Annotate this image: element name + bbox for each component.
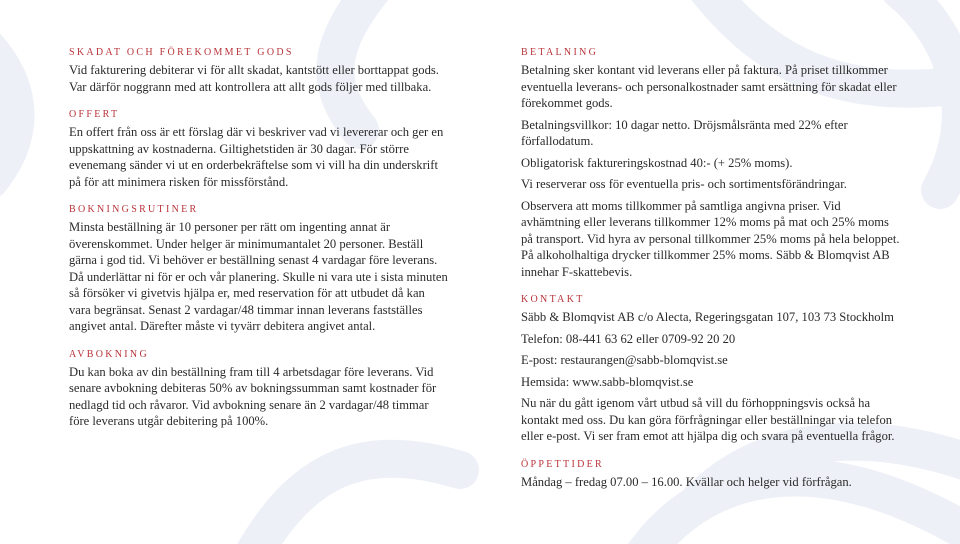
section-heading: AVBOKNING — [69, 348, 149, 360]
section-text: Du kan boka av din beställning fram till 4 arbetsdagar före leverans. Vid senare avbokning debiteras 50% av bokningssumman samt kostnader för nedlagd tid och råvaror. Vid avbokning senare än 2 vardagar/48 timmar före leverans utgår debitering på 100%. — [69, 364, 437, 428]
section-text: En offert från oss är ett förslag där vi beskriver vad vi levererar och ger en uppskattning av kostnaderna. Giltighetstiden är 30 dagar. För större evenemang sänder vi ut en orderbekräftelse som vi vill ha din underskrift på för att minimera risken för missförstånd. — [69, 125, 444, 189]
betalning-text-5: Observera att moms tillkommer på samtliga angivna priser. Vid avhämtning eller leverans tillkommer 12% moms på mat och 25% moms på transport. Vid hyra av personal tillkommer 25% moms på hela beloppet. På alkoholhaltiga drycker tillkommer 25% moms. Säbb & Blomqvist AB innehar F-skattebevis. — [521, 198, 900, 279]
left-column — [69, 46, 449, 443]
section-heading: BETALNING — [521, 47, 599, 58]
betalning-text-2: Betalningsvillkor: 10 dagar netto. Dröjsmålsränta med 22% efter förfallodatum. — [521, 117, 848, 148]
kontakt-email[interactable]: E-post: restaurangen@sabb-blomqvist.se — [521, 353, 728, 367]
section-betalning — [521, 46, 903, 280]
betalning-text-4: Vi reserverar oss för eventuella pris- och sortimentsförändringar. — [521, 177, 847, 191]
section-text: Vid fakturering debiterar vi för allt skadat, kantstött eller borttappat gods. Var därför noggrann med att kontrollera att allt gods följer med tillbaka. — [69, 63, 439, 94]
oppettider-text: Måndag – fredag 07.00 – 16.00. Kvällar och helger vid förfrågan. — [521, 474, 852, 489]
kontakt-website[interactable]: Hemsida: www.sabb-blomqvist.se — [521, 374, 694, 389]
section-oppettider — [521, 458, 903, 491]
betalning-text-3: Obligatorisk faktureringskostnad 40:- (+ 25% moms). — [521, 155, 793, 170]
kontakt-phone[interactable]: Telefon: 08-441 63 62 eller 0709-92 20 20 — [521, 331, 736, 346]
section-bokningsrutiner — [69, 203, 449, 335]
section-kontakt — [521, 293, 903, 445]
section-heading: BOKNINGSRUTINER — [69, 204, 199, 215]
section-heading: ÖPPETTIDER — [521, 458, 604, 470]
section-heading: OFFERT — [69, 109, 120, 120]
section-heading: KONTAKT — [521, 294, 585, 305]
kontakt-address: Säbb & Blomqvist AB c/o Alecta, Regeringsgatan 107, 103 73 Stockholm — [521, 310, 894, 324]
section-offert — [69, 108, 449, 190]
section-skadat — [69, 46, 449, 95]
kontakt-text: Nu när du gått igenom vårt utbud så vill du förhoppningsvis också ha kontakt med oss. Du kan göra förfrågningar eller beställningar via telefon eller e-post. Vi ser fram emot att hjälpa dig och svara på eventuella frågor. — [521, 396, 895, 443]
section-heading: SKADAT OCH FÖREKOMMET GODS — [69, 47, 294, 58]
betalning-text-1: Betalning sker kontant vid leverans eller på faktura. På priset tillkommer eventuella leverans- och personalkostnader samt ersättning för skadat eller förekommet gods. — [521, 63, 897, 110]
section-avbokning — [69, 348, 449, 430]
section-text: Minsta beställning är 10 personer per rätt om ingenting annat är överenskommet. Under helger är minimumantalet 20 personer. Beställ gärna i god tid. Vi behöver er beställning senast 4 vardagar före leverans. Då underlättar ni för er och vår planering. Skulle ni vara ute i sista minuten så försöker vi givetvis hjälpa er, med reservation för att utbudet då kan vara begränsat. Senast 2 vardagar/48 timmar innan leverans fastställes angivet antal. Därefter måste vi tyvärr debitera angivet antal. — [69, 220, 448, 333]
right-column — [521, 46, 903, 503]
